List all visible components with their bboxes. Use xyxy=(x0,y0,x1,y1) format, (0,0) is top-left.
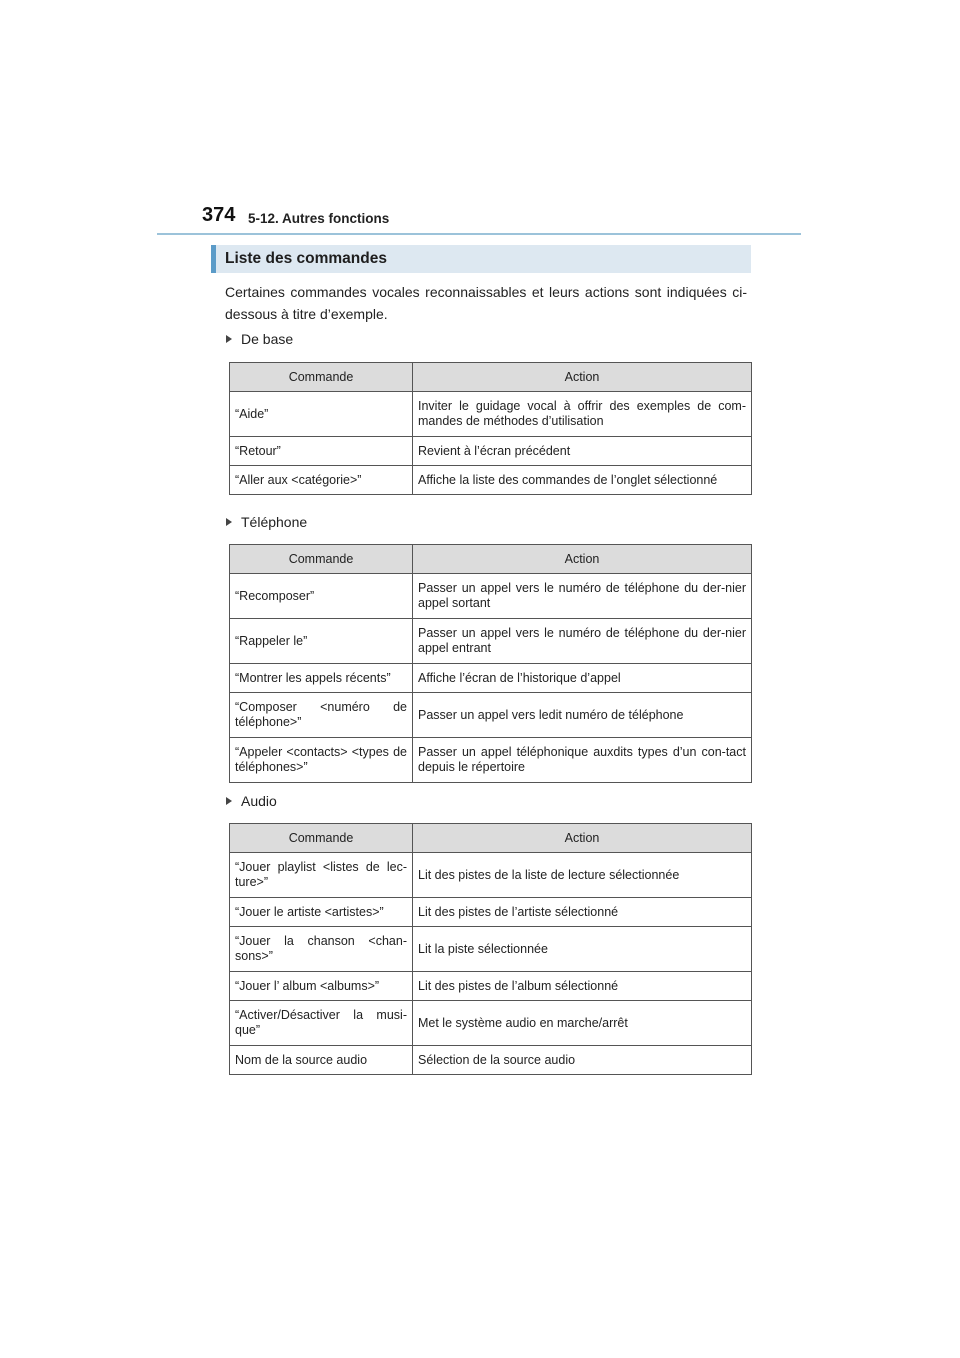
heading-box xyxy=(211,245,751,273)
command-cell: “Montrer les appels récents” xyxy=(230,664,413,693)
table-row xyxy=(230,738,752,783)
table-row xyxy=(230,972,752,1001)
action-cell: Inviter le guidage vocal à offrir des exemples de com-mandes de méthodes d’utilisation xyxy=(413,392,752,437)
commands-table-basic xyxy=(229,362,752,495)
page-number: 374 xyxy=(202,204,236,226)
table-row xyxy=(230,693,752,738)
table-row xyxy=(230,437,752,466)
subheading-label: Audio xyxy=(241,793,277,809)
table-row xyxy=(230,392,752,437)
command-cell: “Rappeler le” xyxy=(230,619,413,664)
table-row xyxy=(230,466,752,495)
subheading-audio xyxy=(226,793,277,809)
header-action: Action xyxy=(413,363,752,392)
subheading-basic xyxy=(226,331,293,347)
commands-table-phone xyxy=(229,544,752,783)
table-header-row xyxy=(230,545,752,574)
header-rule xyxy=(157,233,801,235)
header-action: Action xyxy=(413,545,752,574)
header-command: Commande xyxy=(230,824,413,853)
command-cell: “Appeler <contacts> <types de téléphones>” xyxy=(230,738,413,783)
action-cell: Sélection de la source audio xyxy=(413,1046,752,1075)
subheading-label: De base xyxy=(241,331,294,347)
heading-title: Liste des commandes xyxy=(225,250,387,267)
table-row xyxy=(230,574,752,619)
table-row xyxy=(230,1001,752,1046)
action-cell: Passer un appel vers le numéro de téléphone du der-nier appel entrant xyxy=(413,619,752,664)
triangle-bullet-icon xyxy=(226,335,232,343)
table-header-row xyxy=(230,824,752,853)
command-cell: “Activer/Désactiver la musi-que” xyxy=(230,1001,413,1046)
triangle-bullet-icon xyxy=(226,518,232,526)
commands-table-audio xyxy=(229,823,752,1075)
intro-paragraph: Certaines commandes vocales reconnaissables et leurs actions sont indiquées ci-dessous à titre d’exemple. xyxy=(225,284,747,322)
table-row xyxy=(230,1046,752,1075)
action-cell: Lit des pistes de l’album sélectionné xyxy=(413,972,752,1001)
action-cell: Affiche l’écran de l’historique d’appel xyxy=(413,664,752,693)
action-cell: Revient à l’écran précédent xyxy=(413,437,752,466)
command-cell: “Composer <numéro de téléphone>” xyxy=(230,693,413,738)
table-row xyxy=(230,664,752,693)
command-cell: “Retour” xyxy=(230,437,413,466)
action-cell: Affiche la liste des commandes de l’onglet sélectionné xyxy=(413,466,752,495)
action-cell: Lit des pistes de l’artiste sélectionné xyxy=(413,898,752,927)
command-cell: “Jouer l’ album <albums>” xyxy=(230,972,413,1001)
table-row xyxy=(230,619,752,664)
table-row xyxy=(230,853,752,898)
command-cell: “Recomposer” xyxy=(230,574,413,619)
command-cell: “Jouer le artiste <artistes>” xyxy=(230,898,413,927)
subheading-phone xyxy=(226,514,307,530)
header-command: Commande xyxy=(230,363,413,392)
header-command: Commande xyxy=(230,545,413,574)
subheading-label: Téléphone xyxy=(241,514,308,530)
action-cell: Met le système audio en marche/arrêt xyxy=(413,1001,752,1046)
action-cell: Lit des pistes de la liste de lecture sélectionnée xyxy=(413,853,752,898)
command-cell: “Aide” xyxy=(230,392,413,437)
header-action: Action xyxy=(413,824,752,853)
table-row xyxy=(230,898,752,927)
action-cell: Passer un appel vers ledit numéro de téléphone xyxy=(413,693,752,738)
table-header-row xyxy=(230,363,752,392)
action-cell: Passer un appel vers le numéro de téléphone du der-nier appel sortant xyxy=(413,574,752,619)
command-cell: “Aller aux <catégorie>” xyxy=(230,466,413,495)
action-cell: Lit la piste sélectionnée xyxy=(413,927,752,972)
section-title: 5-12. Autres fonctions xyxy=(248,211,390,226)
command-cell: Nom de la source audio xyxy=(230,1046,413,1075)
action-cell: Passer un appel téléphonique auxdits types d’un con-tact depuis le répertoire xyxy=(413,738,752,783)
command-cell: “Jouer la chanson <chan-sons>” xyxy=(230,927,413,972)
table-row xyxy=(230,927,752,972)
command-cell: “Jouer playlist <listes de lec-ture>” xyxy=(230,853,413,898)
triangle-bullet-icon xyxy=(226,797,232,805)
